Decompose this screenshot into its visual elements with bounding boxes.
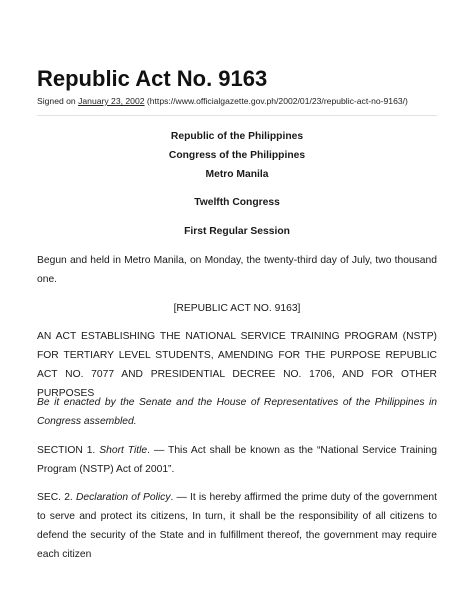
section-2-label: SEC. 2. <box>37 492 76 503</box>
section-2-text: . — It is hereby affirmed the prime duty of the government to serve and protect its citizens, In turn, it shall be the responsibility of all citizens to defend the security of the State and in fulfillment thereof, the government may require each citizen <box>37 492 438 560</box>
signed-date-link[interactable]: January 23, 2002 <box>78 96 145 106</box>
section-1-paragraph <box>37 441 437 479</box>
congress-heading: Twelfth Congress <box>194 197 280 208</box>
begun-paragraph: Begun and held in Metro Manila, on Monday, the twenty-third day of July, two thousand one. <box>37 255 437 285</box>
header-line-location: Metro Manila <box>205 169 269 180</box>
section-1-heading: Short Title <box>99 445 148 456</box>
source-url: (https://www.officialgazette.gov.ph/2002/01/23/republic-act-no-9163/) <box>146 96 408 106</box>
section-2-paragraph <box>37 488 437 564</box>
signed-prefix: Signed on <box>37 96 79 106</box>
header-line-congress: Congress of the Philippines <box>168 150 306 161</box>
section-2-heading: Declaration of Policy <box>75 492 171 503</box>
header-line-republic: Republic of the Philippines <box>170 131 304 142</box>
section-1-label: SECTION 1. <box>37 445 100 456</box>
header-divider <box>37 115 437 116</box>
act-title-paragraph: AN ACT ESTABLISHING THE NATIONAL SERVICE TRAINING PROGRAM (NSTP) FOR TERTIARY LEVEL STUDENTS, AMENDING FOR THE PURPOSE REPUBLIC ACT NO. 7077 AND PRESIDENTIAL DECREE NO. 1706, AND FOR OTHER PURPOSES <box>37 331 437 399</box>
page-title: Republic Act No. 9163 <box>37 66 268 91</box>
act-number-label: [REPUBLIC ACT NO. 9163] <box>173 303 301 314</box>
session-heading: First Regular Session <box>184 226 290 237</box>
enacting-clause: Be it enacted by the Senate and the House of Representatives of the Philippines in Congress assembled. <box>37 397 437 427</box>
section-1-text: . — This Act shall be known as the “National Service Training Program (NSTP) Act of 2001”. <box>37 445 438 475</box>
signed-line <box>37 96 408 106</box>
